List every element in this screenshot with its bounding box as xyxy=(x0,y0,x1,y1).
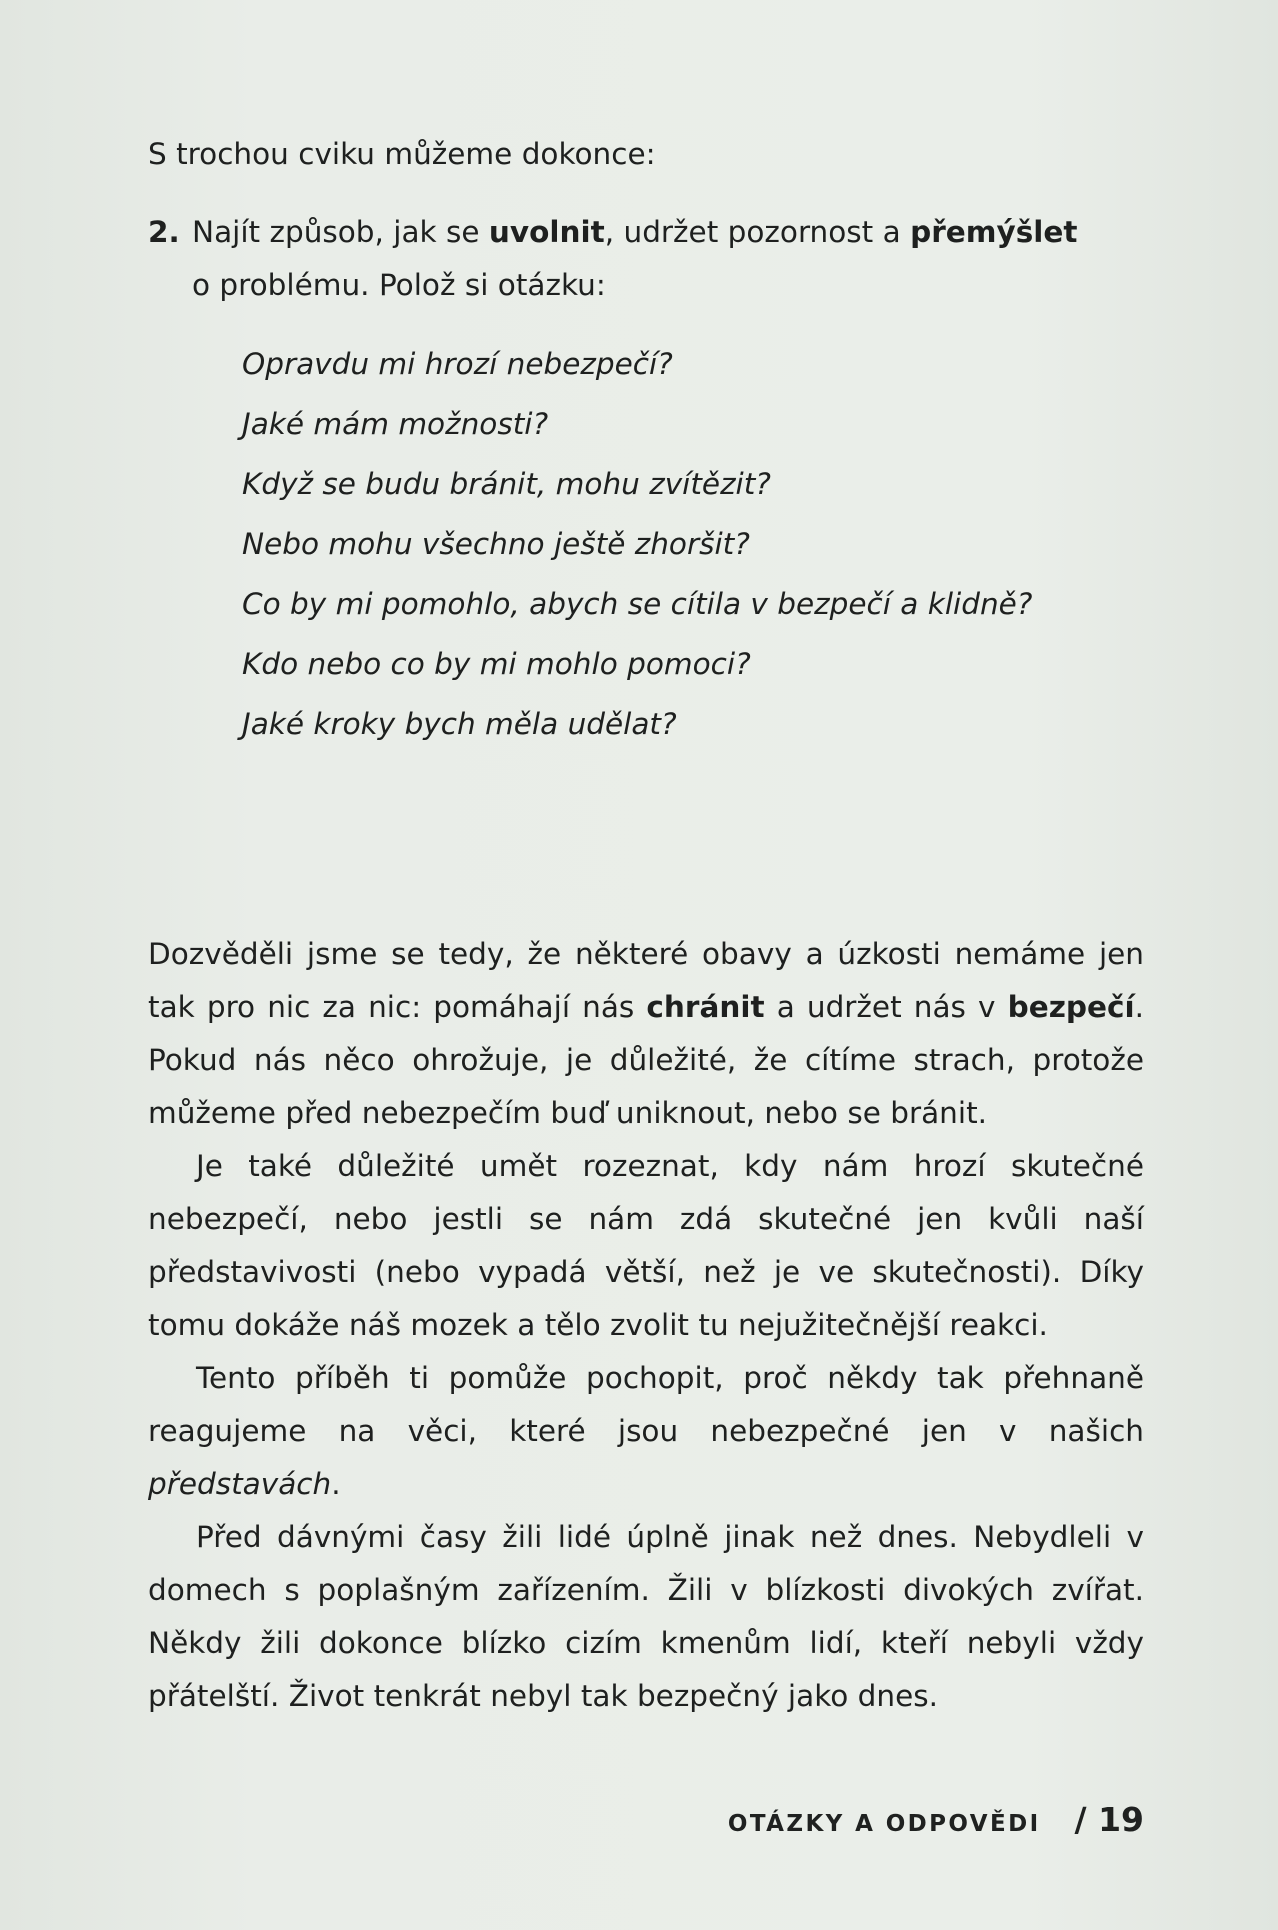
question-list xyxy=(242,338,1142,758)
para1-bold-safety: bezpečí xyxy=(1007,990,1135,1024)
question: Jaké kroky bych měla udělat? xyxy=(242,707,677,741)
paragraph-2: Je také důležité umět rozeznat, kdy nám hrozí skutečné nebezpečí, nebo jestli se nám zdá skutečné jen kvůli naší představivosti (nebo vypadá větší, než je ve skutečnosti). Díky tomu dokáže náš mozek a tělo zvolit tu nejužitečnější reakci. xyxy=(148,1149,1144,1342)
question: Kdo nebo co by mi mohlo pomoci? xyxy=(242,647,751,681)
paragraph-4: Před dávnými časy žili lidé úplně jinak než dnes. Nebydleli v domech s poplašným zařízením. Žili v blízkosti divokých zvířat. Někdy žili dokonce blízko cizím kmenům lidí, kteří nebyli vždy přátelští. Život tenkrát nebyl tak bezpečný jako dnes. xyxy=(148,1520,1144,1713)
para3-text-2: . xyxy=(331,1467,341,1501)
running-footer-title: OTÁZKY A ODPOVĚDI xyxy=(727,1811,1041,1837)
para3-italic-imagination: představách xyxy=(148,1467,332,1501)
para1-text-1: Dozvěděli jsme se tedy, že některé obavy a úzkosti nemáme jen tak pro nic za nic: pomáhají nás xyxy=(148,937,1144,1024)
page-number: / 19 xyxy=(1074,1800,1144,1839)
para1-text-2: a udržet nás v xyxy=(764,990,1008,1024)
question: Nebo mohu všechno ještě zhoršit? xyxy=(242,527,750,561)
list-number: 2. xyxy=(148,215,180,249)
para3-text-1: Tento příběh ti pomůže pochopit, proč někdy tak přehnaně reagujeme na věci, které jsou nebezpečné jen v našich xyxy=(148,1361,1144,1448)
paragraph-1 xyxy=(148,928,1144,1723)
item-text-1: Najít způsob, jak se xyxy=(192,215,489,249)
para1-text-3: . Pokud nás něco ohrožuje, je důležité, že cítíme strach, protože můžeme před nebezpečím buď uniknout, nebo se bránit. xyxy=(148,990,1144,1130)
para1-bold-protect: chránit xyxy=(646,990,765,1024)
question: Opravdu mi hrozí nebezpečí? xyxy=(242,347,673,381)
paragraph-3 xyxy=(148,1352,1144,1511)
item-text-3: o problému. Polož si otázku: xyxy=(192,268,606,302)
question: Co by mi pomohlo, abych se cítila v bezpečí a klidně? xyxy=(242,587,1033,621)
item-bold-relax: uvolnit xyxy=(488,215,605,249)
item-bold-think: přemýšlet xyxy=(910,215,1078,249)
question: Když se budu bránit, mohu zvítězit? xyxy=(242,467,771,501)
paragraph-1-text xyxy=(148,928,1144,1140)
list-item-text xyxy=(192,206,1148,312)
page-footer xyxy=(728,1800,1144,1839)
intro-line: S trochou cviku můžeme dokonce: xyxy=(148,137,656,171)
item-text-2: , udržet pozornost a xyxy=(604,215,911,249)
list-item-2 xyxy=(148,206,1148,312)
question: Jaké mám možnosti? xyxy=(242,407,549,441)
